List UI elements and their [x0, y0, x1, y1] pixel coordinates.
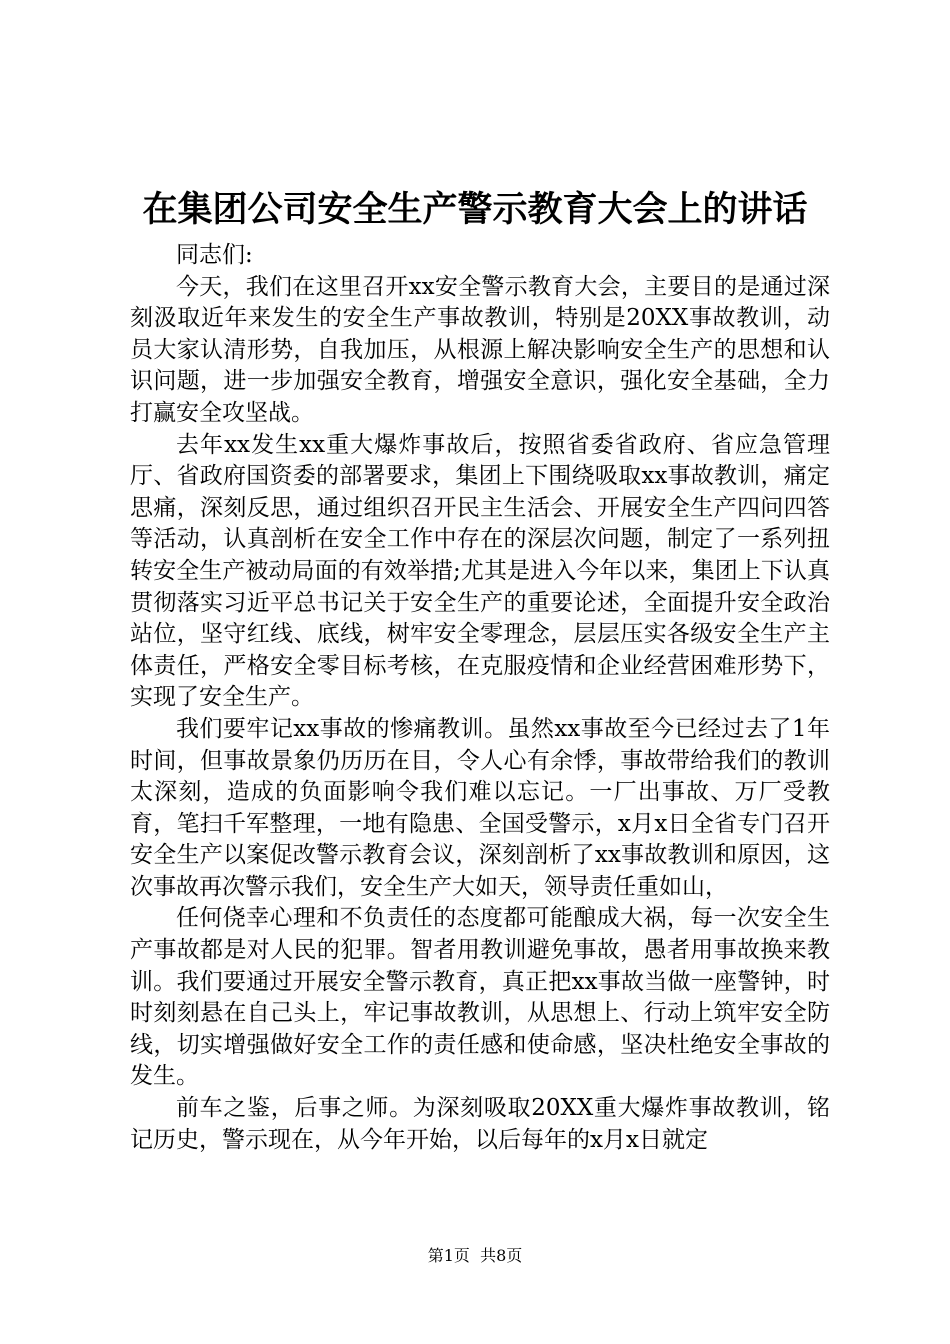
document-title: 在集团公司安全生产警示教育大会上的讲话: [142, 189, 808, 230]
document-body: [130, 240, 830, 1156]
footer-separator: [470, 1246, 480, 1265]
paragraph: 任何侥幸心理和不负责任的态度都可能酿成大祸，每一次安全生产事故都是对人民的犯罪。智者用教训避免事故，愚者用事故换来教训。我们要通过开展安全警示教育，真正把xx事故当做一座警钟，时时刻刻悬在自己头上，牢记事故教训，从思想上、行动上筑牢安全防线，切实增强做好安全工作的责任感和使命感，坚决杜绝安全事故的发生。: [130, 905, 830, 1090]
salutation: 同志们:: [176, 242, 253, 268]
paragraph: 我们要牢记xx事故的惨痛教训。虽然xx事故至今已经过去了1年时间，但事故景象仍历历在目，令人心有余悸，事故带给我们的教训太深刻，造成的负面影响令我们难以忘记。一厂出事故、万厂受教育，笔扫千军整理，一地有隐患、全国受警示，x月x日全省专门召开安全生产以案促改警示教育会议，深刻剖析了xx事故教训和原因，这次事故再次警示我们，安全生产大如天，领导责任重如山，: [130, 715, 830, 900]
paragraph: 去年xx发生xx重大爆炸事故后，按照省委省政府、省应急管理厅、省政府国资委的部署要求，集团上下围绕吸取xx事故教训，痛定思痛，深刻反思，通过组织召开民主生活会、开展安全生产四问四答等活动，认真剖析在安全工作中存在的深层次问题，制定了一系列扭转安全生产被动局面的有效举措;尤其是进入今年以来，集团上下认真贯彻落实习近平总书记关于安全生产的重要论述，全面提升安全政治站位，坚守红线、底线，树牢安全零理念，层层压实各级安全生产主体责任，严格安全零目标考核，在克服疫情和企业经营困难形势下，实现了安全生产。: [130, 431, 830, 711]
page-footer: [0, 1244, 950, 1268]
page-number: 第1页: [427, 1246, 470, 1265]
paragraph: 今天，我们在这里召开xx安全警示教育大会，主要目的是通过深刻汲取近年来发生的安全生产事故教训，特别是20XX事故教训，动员大家认清形势，自我加压，从根源上解决影响安全生产的思想和认识问题，进一步加强安全教育，增强安全意识，强化安全基础，全力打赢安全攻坚战。: [130, 273, 830, 426]
page-total: 共8页: [480, 1246, 523, 1265]
paragraph: 前车之鉴，后事之师。为深刻吸取20XX重大爆炸事故教训，铭记历史，警示现在，从今年开始，以后每年的x月x日就定: [130, 1095, 830, 1153]
